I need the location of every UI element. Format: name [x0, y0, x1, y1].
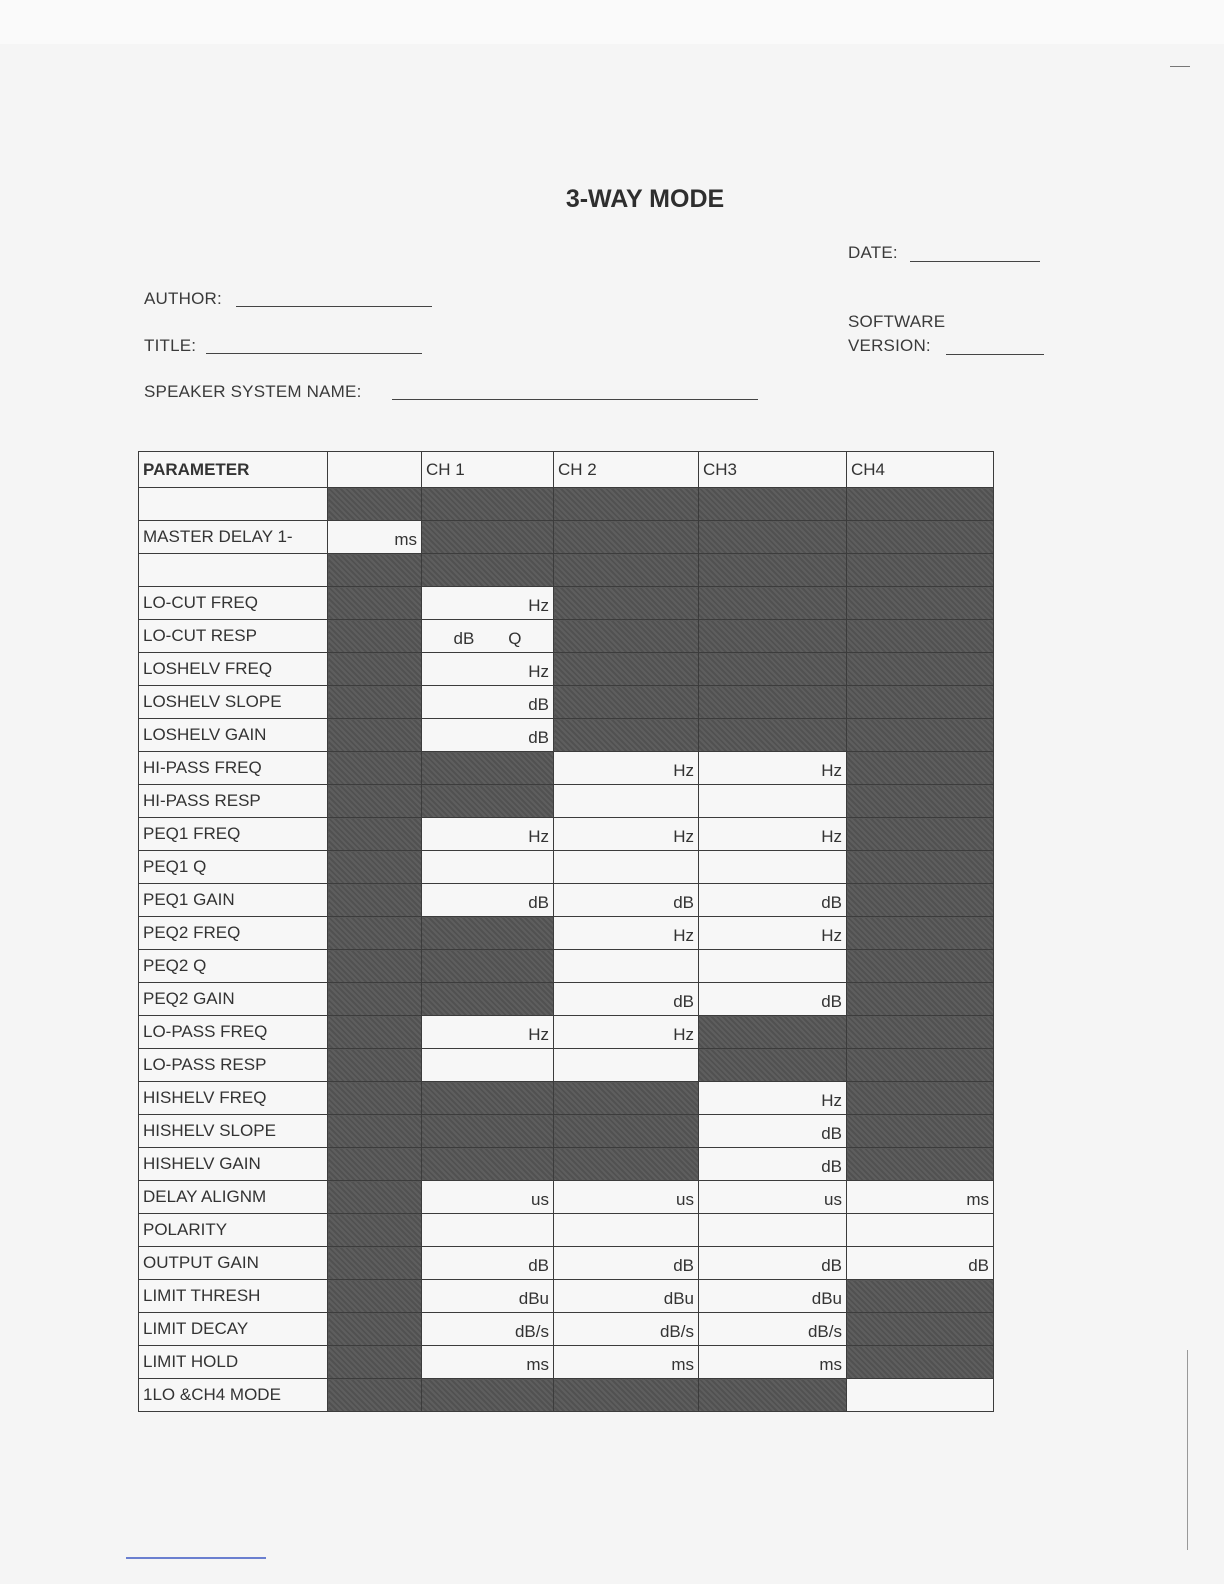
shaded-cell: [328, 884, 422, 917]
shaded-cell: [328, 1148, 422, 1181]
entry-cell[interactable]: dB: [422, 719, 554, 752]
table-row: [139, 1016, 994, 1049]
entry-cell[interactable]: [422, 1214, 554, 1247]
table-row: [139, 620, 994, 653]
shaded-cell: [328, 1214, 422, 1247]
shaded-cell: [328, 488, 422, 521]
date-label: DATE:: [848, 243, 898, 262]
entry-cell[interactable]: [554, 1214, 699, 1247]
shaded-cell: [328, 719, 422, 752]
shaded-cell: [699, 1016, 847, 1049]
shaded-cell: [847, 884, 994, 917]
shaded-cell: [554, 653, 699, 686]
entry-cell[interactable]: Hz: [554, 1016, 699, 1049]
shaded-cell: [699, 1379, 847, 1412]
entry-cell[interactable]: Hz: [699, 917, 847, 950]
table-row: [139, 686, 994, 719]
entry-cell[interactable]: [554, 950, 699, 983]
shaded-cell: [554, 1379, 699, 1412]
shaded-cell: [328, 554, 422, 587]
entry-cell[interactable]: dB: [699, 884, 847, 917]
parameter-label: [139, 554, 328, 587]
parameter-label: PEQ1 FREQ: [139, 818, 328, 851]
shaded-cell: [422, 785, 554, 818]
entry-cell[interactable]: Hz: [554, 818, 699, 851]
entry-cell[interactable]: dBu: [699, 1280, 847, 1313]
shaded-cell: [847, 1148, 994, 1181]
shaded-cell: [554, 521, 699, 554]
entry-cell[interactable]: dB: [699, 1148, 847, 1181]
table-row: [139, 785, 994, 818]
shaded-cell: [847, 785, 994, 818]
table-row: [139, 1247, 994, 1280]
parameter-label: PEQ1 Q: [139, 851, 328, 884]
speaker-system-field[interactable]: [392, 399, 758, 400]
shaded-cell: [847, 1082, 994, 1115]
shaded-cell: [328, 1379, 422, 1412]
shaded-cell: [847, 653, 994, 686]
parameter-label: PEQ1 GAIN: [139, 884, 328, 917]
shaded-cell: [328, 818, 422, 851]
shaded-cell: [422, 488, 554, 521]
entry-cell[interactable]: [847, 1379, 994, 1412]
software-label: SOFTWARE: [848, 312, 946, 331]
table-row: [139, 719, 994, 752]
entry-cell[interactable]: Hz: [554, 752, 699, 785]
shaded-cell: [328, 851, 422, 884]
author-field[interactable]: [236, 306, 432, 307]
parameter-label: HI-PASS RESP: [139, 785, 328, 818]
entry-cell[interactable]: [699, 1214, 847, 1247]
shaded-cell: [847, 917, 994, 950]
version-label: VERSION:: [848, 336, 931, 355]
shaded-cell: [554, 1148, 699, 1181]
shaded-cell: [554, 488, 699, 521]
shaded-cell: [422, 752, 554, 785]
table-row: [139, 752, 994, 785]
table-row: [139, 917, 994, 950]
parameter-label: LOSHELV FREQ: [139, 653, 328, 686]
shaded-cell: [699, 1049, 847, 1082]
shaded-cell: [554, 587, 699, 620]
entry-cell[interactable]: Hz: [699, 1082, 847, 1115]
table-row: [139, 587, 994, 620]
entry-cell[interactable]: Hz: [422, 1016, 554, 1049]
parameter-label: MASTER DELAY 1-: [139, 521, 328, 554]
author-label: AUTHOR:: [144, 289, 222, 308]
shaded-cell: [554, 686, 699, 719]
scan-edge-line: [1187, 1350, 1188, 1550]
shaded-cell: [554, 719, 699, 752]
shaded-cell: [847, 983, 994, 1016]
shaded-cell: [422, 950, 554, 983]
parameter-label: PEQ2 GAIN: [139, 983, 328, 1016]
shaded-cell: [422, 554, 554, 587]
shaded-cell: [847, 1115, 994, 1148]
shaded-cell: [328, 1313, 422, 1346]
table-row: [139, 1082, 994, 1115]
shaded-cell: [328, 1280, 422, 1313]
parameter-label: LO-PASS FREQ: [139, 1016, 328, 1049]
table-row: [139, 1313, 994, 1346]
parameter-label: HI-PASS FREQ: [139, 752, 328, 785]
header-ch2: CH 2: [554, 452, 699, 488]
shaded-cell: [328, 1346, 422, 1379]
speaker-system-label: SPEAKER SYSTEM NAME:: [144, 382, 362, 401]
shaded-cell: [699, 719, 847, 752]
parameter-label: HISHELV SLOPE: [139, 1115, 328, 1148]
table-row: [139, 884, 994, 917]
parameter-label: PEQ2 FREQ: [139, 917, 328, 950]
footer-rule: [126, 1557, 266, 1559]
table-row: [139, 851, 994, 884]
shaded-cell: [328, 785, 422, 818]
shaded-cell: [847, 752, 994, 785]
parameter-table: [138, 451, 994, 1412]
shaded-cell: [847, 719, 994, 752]
entry-cell[interactable]: ms: [699, 1346, 847, 1379]
entry-cell[interactable]: dB: [554, 884, 699, 917]
table-row: [139, 818, 994, 851]
table-row: [139, 554, 994, 587]
entry-cell[interactable]: dB: [699, 1115, 847, 1148]
entry-cell[interactable]: Hz: [554, 917, 699, 950]
shaded-cell: [847, 818, 994, 851]
parameter-label: LIMIT HOLD: [139, 1346, 328, 1379]
shaded-cell: [847, 620, 994, 653]
entry-cell[interactable]: dB: [554, 983, 699, 1016]
shaded-cell: [328, 620, 422, 653]
shaded-cell: [328, 686, 422, 719]
shaded-cell: [328, 983, 422, 1016]
entry-cell[interactable]: [699, 785, 847, 818]
parameter-label: LIMIT THRESH: [139, 1280, 328, 1313]
shaded-cell: [422, 1115, 554, 1148]
table-row: [139, 653, 994, 686]
entry-cell[interactable]: [554, 1049, 699, 1082]
shaded-cell: [554, 620, 699, 653]
shaded-cell: [554, 1082, 699, 1115]
parameter-label: PEQ2 Q: [139, 950, 328, 983]
entry-cell[interactable]: Hz: [422, 653, 554, 686]
parameter-label: LOSHELV GAIN: [139, 719, 328, 752]
entry-cell[interactable]: dB/s: [422, 1313, 554, 1346]
title-label: TITLE:: [144, 336, 197, 355]
header-ch4: CH4: [847, 452, 994, 488]
entry-cell[interactable]: dB: [422, 884, 554, 917]
entry-cell[interactable]: dB: [422, 1247, 554, 1280]
entry-cell[interactable]: dBu: [422, 1280, 554, 1313]
shaded-cell: [554, 1115, 699, 1148]
shaded-cell: [422, 1379, 554, 1412]
entry-cell[interactable]: Hz: [422, 818, 554, 851]
shaded-cell: [422, 1148, 554, 1181]
shaded-cell: [847, 1049, 994, 1082]
parameter-label: OUTPUT GAIN: [139, 1247, 328, 1280]
shaded-cell: [847, 950, 994, 983]
shaded-cell: [699, 488, 847, 521]
shaded-cell: [554, 554, 699, 587]
table-row: [139, 1115, 994, 1148]
parameter-label: DELAY ALIGNM: [139, 1181, 328, 1214]
shaded-cell: [847, 488, 994, 521]
shaded-cell: [699, 620, 847, 653]
shaded-cell: [328, 1115, 422, 1148]
shaded-cell: [847, 686, 994, 719]
shaded-cell: [699, 521, 847, 554]
table-row: [139, 1214, 994, 1247]
table-row: [139, 488, 994, 521]
entry-cell[interactable]: us: [699, 1181, 847, 1214]
entry-cell[interactable]: [554, 785, 699, 818]
table-row: [139, 950, 994, 983]
entry-cell[interactable]: dB: [422, 686, 554, 719]
title-field[interactable]: [206, 353, 422, 354]
scan-mark: [1170, 66, 1190, 67]
header-ch3: CH3: [699, 452, 847, 488]
entry-cell[interactable]: dB/s: [699, 1313, 847, 1346]
entry-cell[interactable]: dB: [847, 1247, 994, 1280]
shaded-cell: [328, 950, 422, 983]
shaded-cell: [699, 554, 847, 587]
shaded-cell: [422, 1082, 554, 1115]
shaded-cell: [847, 851, 994, 884]
entry-cell[interactable]: [847, 1214, 994, 1247]
unit-label-q: Q: [508, 629, 522, 648]
entry-cell[interactable]: dB: [554, 1247, 699, 1280]
entry-cell[interactable]: us: [554, 1181, 699, 1214]
entry-cell[interactable]: ms: [422, 1346, 554, 1379]
entry-cell[interactable]: Hz: [422, 587, 554, 620]
shaded-cell: [699, 587, 847, 620]
unit-label-db: dB: [453, 629, 475, 648]
shaded-cell: [847, 1346, 994, 1379]
entry-cell[interactable]: [554, 851, 699, 884]
entry-cell[interactable]: [699, 851, 847, 884]
entry-cell[interactable]: dB: [699, 983, 847, 1016]
entry-cell[interactable]: ms: [847, 1181, 994, 1214]
shaded-cell: [847, 554, 994, 587]
parameter-label: LIMIT DECAY: [139, 1313, 328, 1346]
shaded-cell: [328, 1082, 422, 1115]
shaded-cell: [699, 686, 847, 719]
software-version-field[interactable]: [946, 354, 1044, 355]
table-row: [139, 983, 994, 1016]
table-row: [139, 521, 994, 554]
header-row: [139, 452, 994, 488]
entry-cell[interactable]: Hz: [699, 752, 847, 785]
shaded-cell: [422, 917, 554, 950]
entry-cell[interactable]: [422, 1049, 554, 1082]
shaded-cell: [422, 983, 554, 1016]
parameter-label: HISHELV FREQ: [139, 1082, 328, 1115]
shaded-cell: [847, 1313, 994, 1346]
parameter-label: POLARITY: [139, 1214, 328, 1247]
table-row: [139, 1181, 994, 1214]
shaded-cell: [328, 1016, 422, 1049]
entry-cell[interactable]: dB/s: [554, 1313, 699, 1346]
table-row: [139, 1280, 994, 1313]
parameter-label: LOSHELV SLOPE: [139, 686, 328, 719]
shaded-cell: [328, 1049, 422, 1082]
table-row: [139, 1346, 994, 1379]
parameter-label: LO-CUT FREQ: [139, 587, 328, 620]
shaded-cell: [422, 521, 554, 554]
shaded-cell: [847, 521, 994, 554]
shaded-cell: [328, 653, 422, 686]
scan-margin: [0, 0, 1224, 44]
header-parameter: PARAMETER: [139, 452, 328, 488]
shaded-cell: [328, 917, 422, 950]
shaded-cell: [328, 752, 422, 785]
entry-cell-db-q[interactable]: [422, 620, 554, 653]
header-ch1: CH 1: [422, 452, 554, 488]
parameter-label: LO-PASS RESP: [139, 1049, 328, 1082]
table-row: [139, 1379, 994, 1412]
entry-cell[interactable]: [422, 851, 554, 884]
table-row: [139, 1148, 994, 1181]
shaded-cell: [847, 1016, 994, 1049]
entry-cell[interactable]: dB: [699, 1247, 847, 1280]
entry-cell[interactable]: ms: [554, 1346, 699, 1379]
shaded-cell: [847, 587, 994, 620]
entry-cell[interactable]: ms: [328, 521, 422, 554]
shaded-cell: [328, 587, 422, 620]
parameter-label: HISHELV GAIN: [139, 1148, 328, 1181]
entry-cell[interactable]: dBu: [554, 1280, 699, 1313]
parameter-label: LO-CUT RESP: [139, 620, 328, 653]
header-blank: [328, 452, 422, 488]
shaded-cell: [699, 653, 847, 686]
entry-cell[interactable]: Hz: [699, 818, 847, 851]
date-field[interactable]: [910, 261, 1040, 262]
parameter-label: 1LO &CH4 MODE: [139, 1379, 328, 1412]
table-row: [139, 1049, 994, 1082]
entry-cell[interactable]: us: [422, 1181, 554, 1214]
entry-cell[interactable]: [699, 950, 847, 983]
shaded-cell: [328, 1181, 422, 1214]
page-title: 3-WAY MODE: [565, 185, 725, 213]
shaded-cell: [847, 1280, 994, 1313]
shaded-cell: [328, 1247, 422, 1280]
parameter-label: [139, 488, 328, 521]
